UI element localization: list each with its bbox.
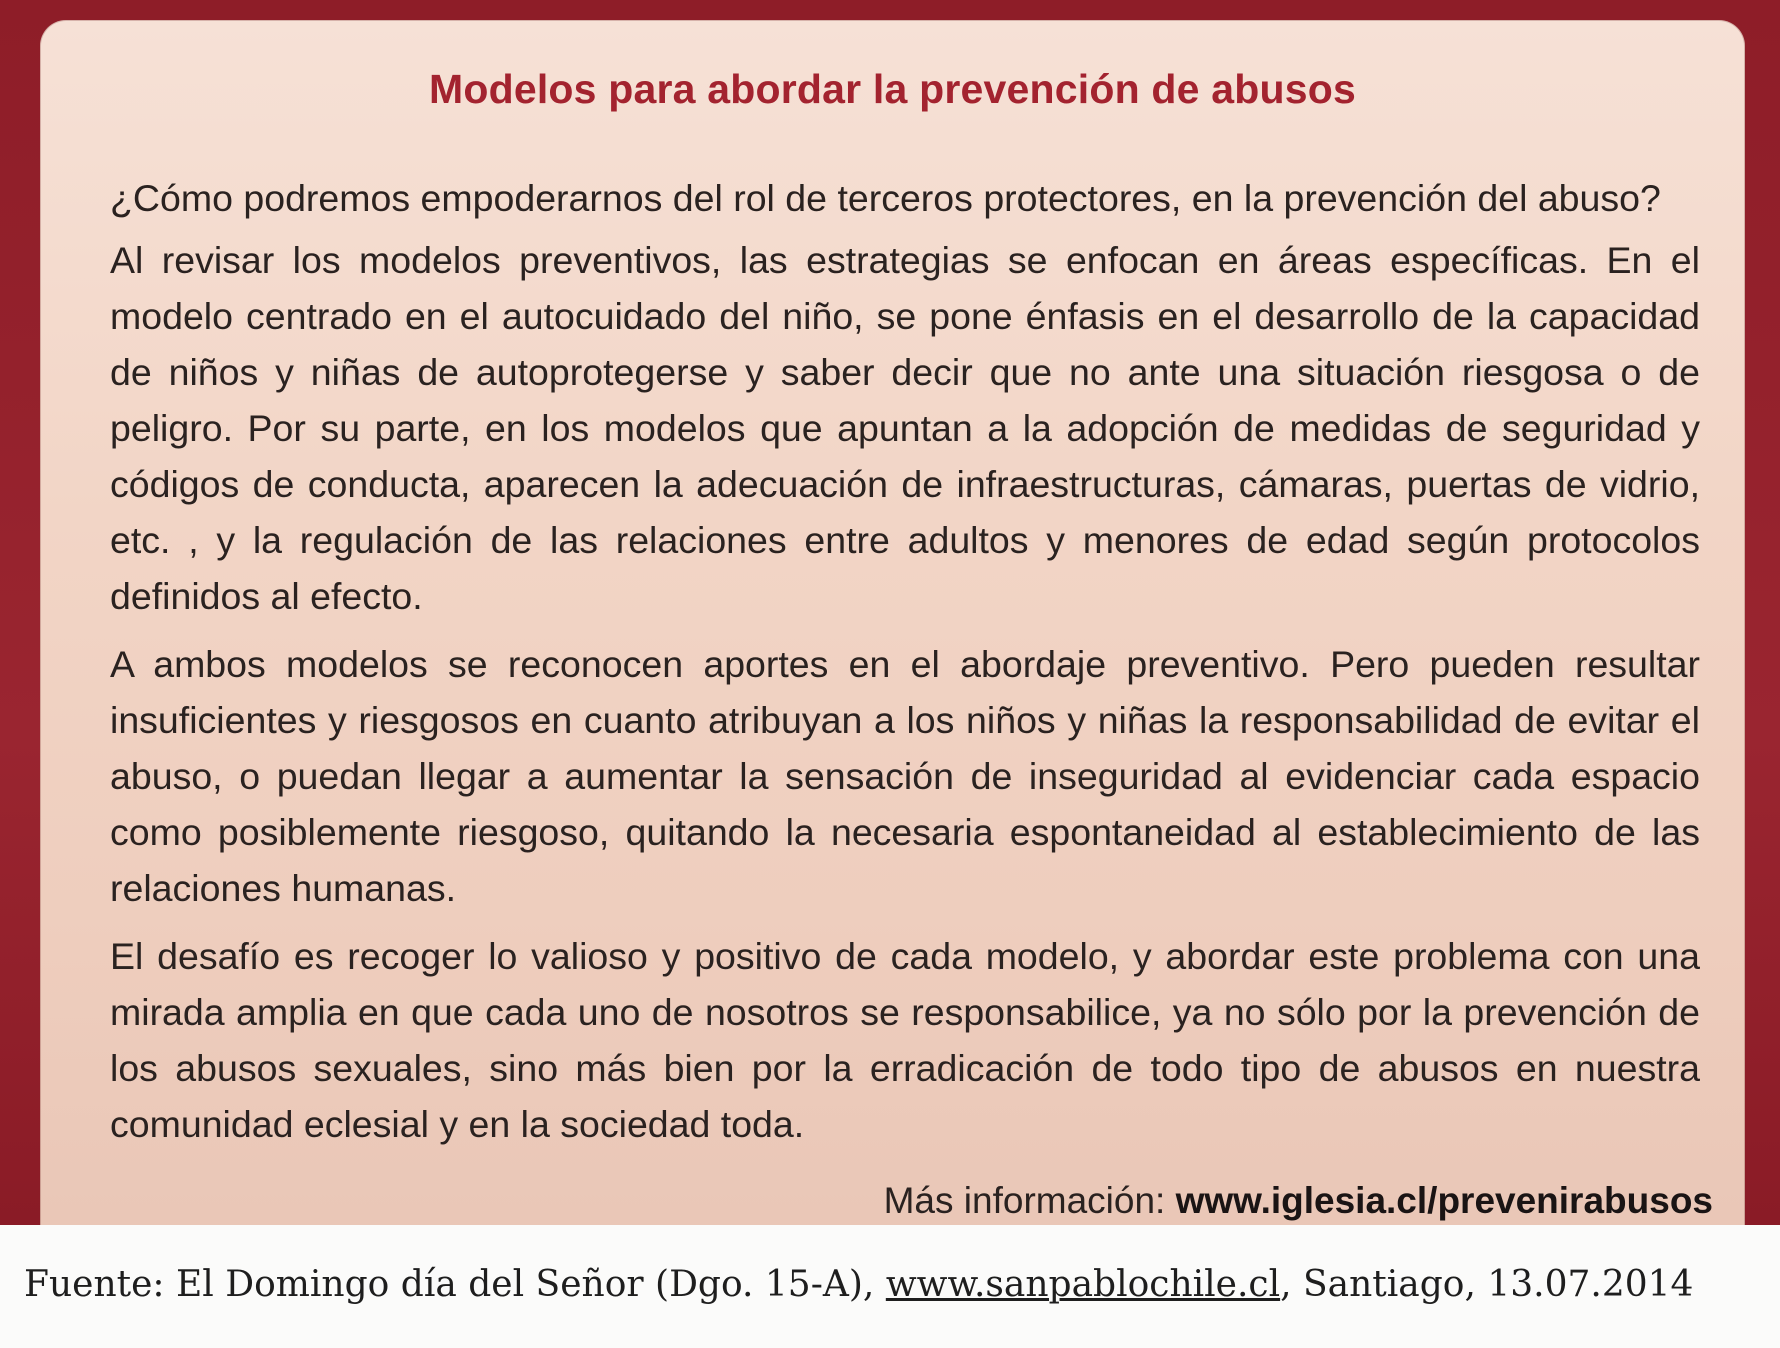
source-citation (24, 1264, 1693, 1305)
more-info-url[interactable]: www.iglesia.cl/prevenirabusos (1175, 1180, 1713, 1221)
info-card (40, 20, 1745, 1225)
paragraph-models: Al revisar los modelos preventivos, las estrategias se enfocan en áreas específicas. En el modelo centrado en el autocuidado del niño, se pone énfasis en el desarrollo de la capacidad de niños y niñas de autoprotegerse y saber decir que no ante una situación riesgosa o de peligro. Por su parte, en los modelos que apuntan a la adopción de medidas de seguridad y códigos de conducta, aparecen la adecuación de infraestructuras, cámaras, puertas de vidrio, etc. , y la regulación de las relaciones entre adultos y menores de edad según protocolos definidos al efecto. (110, 239, 1700, 617)
card-title: Modelos para abordar la prevención de abusos (429, 66, 1356, 112)
intro-question: ¿Cómo podremos empoderarnos del rol de terceros protectores, en la prevención del abuso? (110, 177, 1661, 219)
more-info-label: Más información: (883, 1180, 1166, 1221)
paragraph-challenge: El desafío es recoger lo valioso y positivo de cada modelo, y abordar este problema con una mirada amplia en que cada uno de nosotros se responsabilice, ya no sólo por la prevención de los abusos sexuales, sino más bien por la erradicación de todo tipo de abusos en nuestra comunidad eclesial y en la sociedad toda. (110, 935, 1700, 1145)
source-prefix: Fuente: El Domingo día del Señor (Dgo. 15-A), (24, 1264, 886, 1305)
source-link[interactable]: www.sanpablochile.cl (885, 1264, 1281, 1305)
paragraph-risks: A ambos modelos se reconocen aportes en el abordaje preventivo. Pero pueden resultar insuficientes y riesgosos en cuanto atribuyan a los niños y niñas la responsabilidad de evitar el abuso, o puedan llegar a aumentar la sensación de inseguridad al evidenciar cada espacio como posiblemente riesgoso, quitando la necesaria espontaneidad al establecimiento de las relaciones humanas. (110, 643, 1700, 909)
card-body (110, 170, 1700, 1164)
more-info (884, 1180, 1713, 1222)
source-suffix: , Santiago, 13.07.2014 (1280, 1264, 1694, 1305)
